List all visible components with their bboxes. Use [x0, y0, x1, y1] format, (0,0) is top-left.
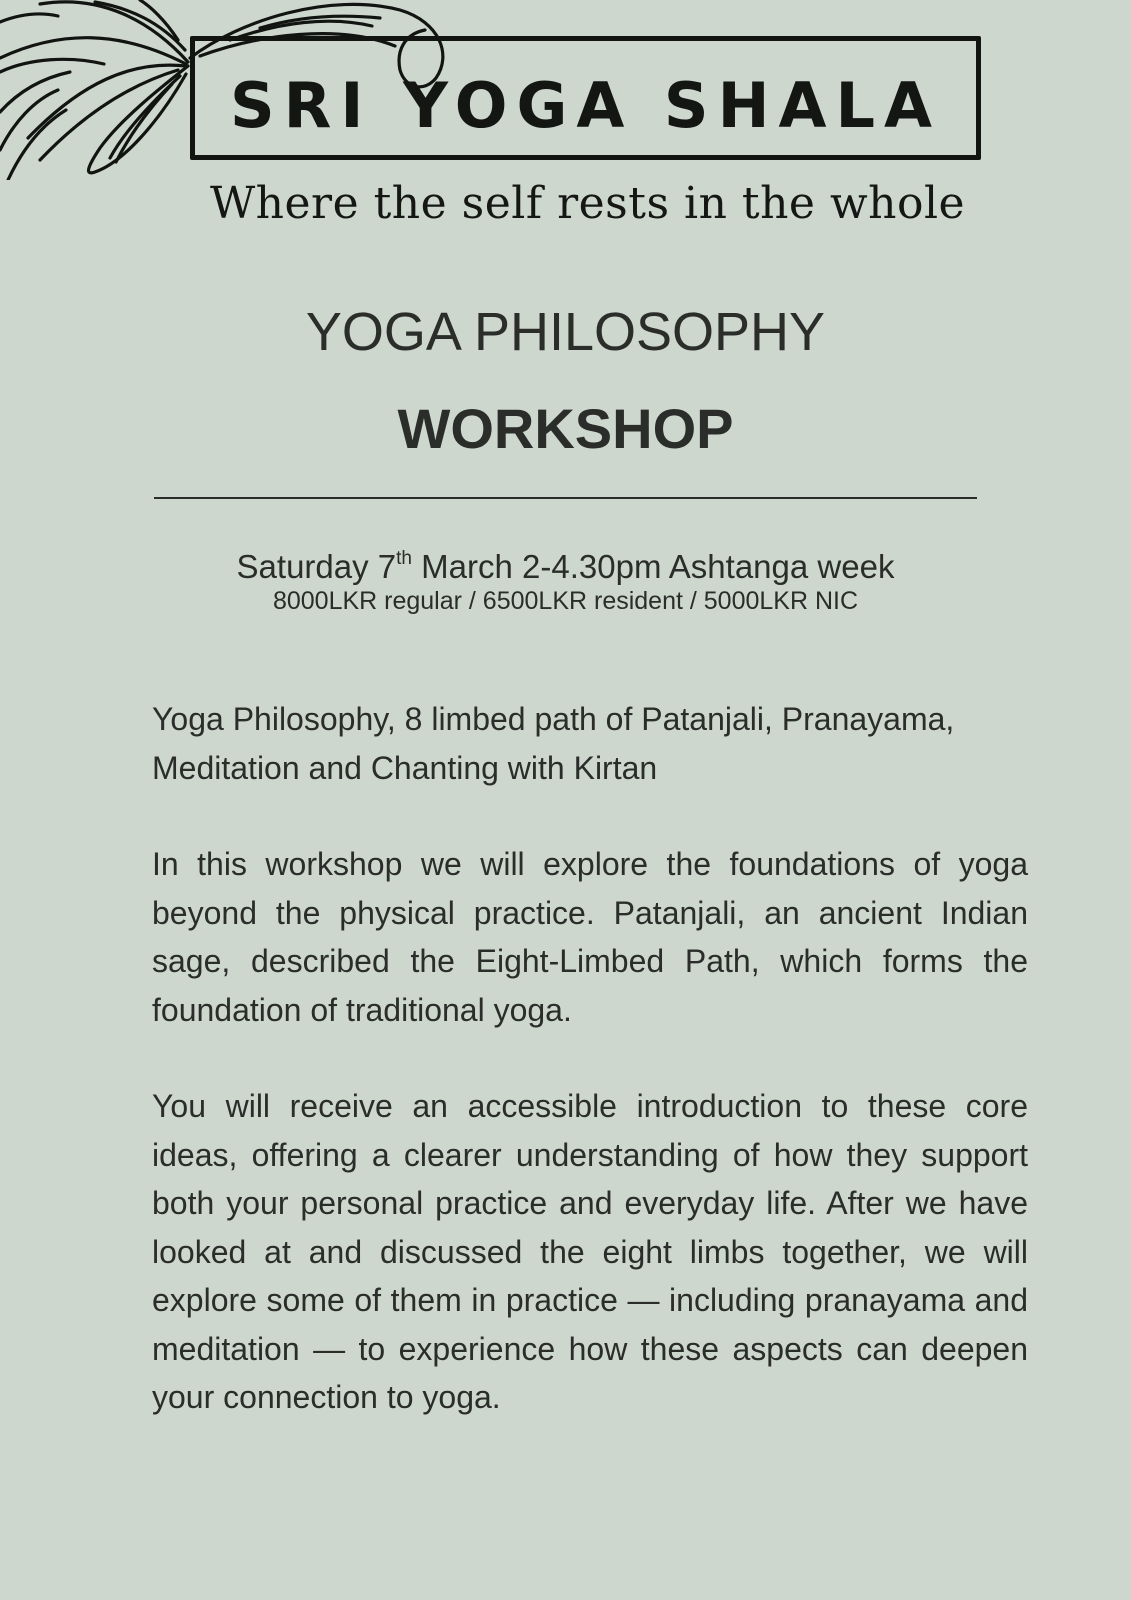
event-title: YOGA PHILOSOPHY [305, 302, 826, 362]
intro-paragraph: Yoga Philosophy, 8 limbed path of Patanjali, Pranayama, Meditation and Chanting with Kirtan [152, 701, 955, 786]
details-paragraph: You will receive an accessible introduction to these core ideas, offering a clearer understanding of how they support both your personal practice and everyday life. After we have looked at and discussed the eight limbs together, we will explore some of them in practice — including pranayama and meditation — to experience how these aspects can deepen your connection to yoga. [152, 1088, 1028, 1415]
event-subtitle: WORKSHOP [397, 397, 734, 460]
divider [154, 497, 977, 499]
event-date [0, 546, 1131, 588]
description-paragraph: In this workshop we will explore the foundations of yoga beyond the physical practice. Patanjali, an ancient Indian sage, described the Eight-Limbed Path, which forms the foundation of traditional yoga. [152, 846, 1028, 1028]
event-prices: 8000LKR regular / 6500LKR resident / 5000LKR NIC [272, 587, 859, 615]
tagline: Where the self rests in the whole [209, 178, 966, 229]
date-suffix: March 2-4.30pm Ashtanga week [412, 548, 895, 585]
date-prefix: Saturday 7 [236, 548, 397, 585]
date-ordinal: th [396, 548, 413, 569]
brand-name: SRI YOGA SHALA [230, 69, 941, 142]
